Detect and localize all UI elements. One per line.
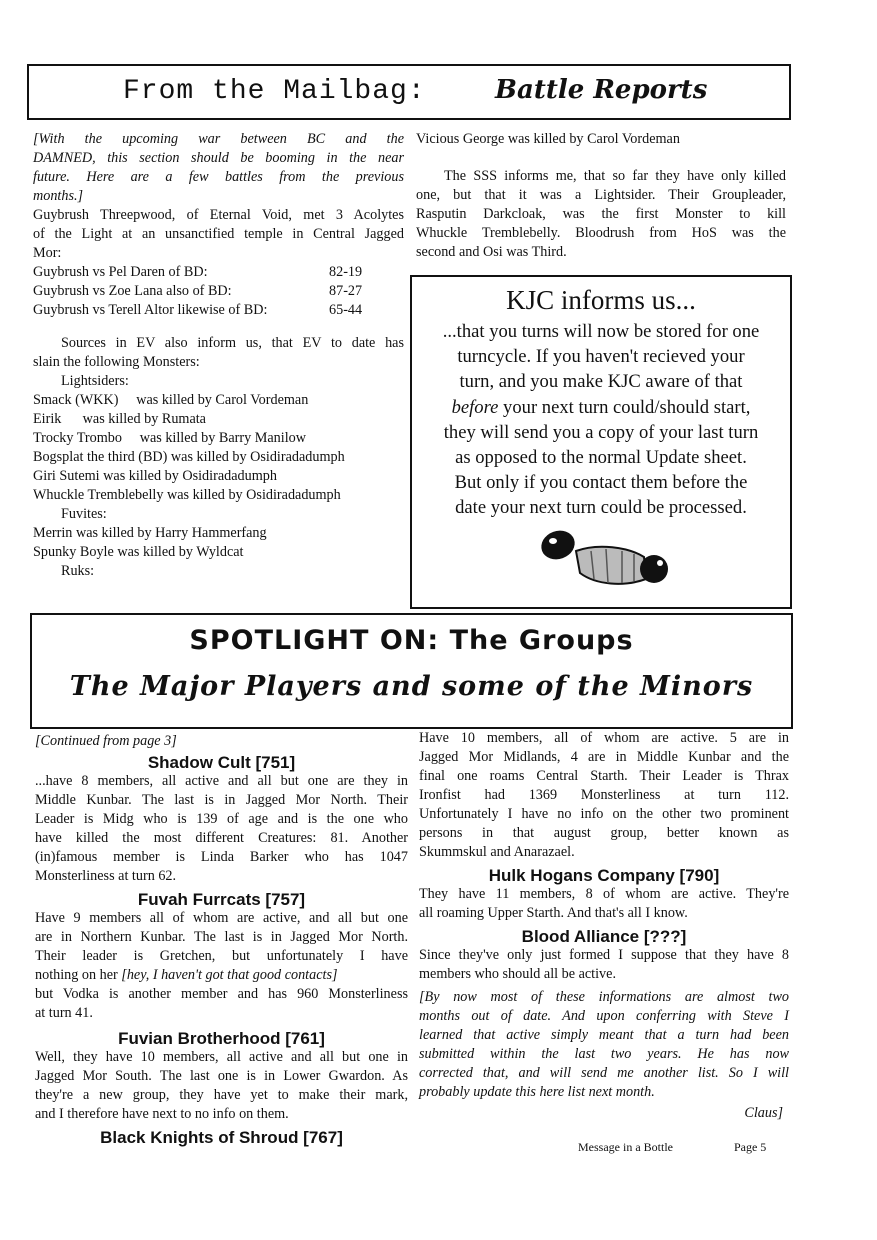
spotlight-subtitle: The Major Players and some of the Minors: [69, 671, 754, 702]
kill-entry: Eirik was killed by Rumata: [33, 411, 206, 427]
hulk-hogans-heading: Hulk Hogans Company [790]: [488, 866, 720, 885]
kjc-title: KJC informs us...: [506, 285, 696, 315]
kjc-emphasis: before: [451, 396, 499, 418]
paragraph-line: they're a new group, they have yet to make their mark,: [35, 1087, 408, 1103]
page-footer: [578, 1140, 766, 1155]
fuvian-brotherhood-heading: Fuvian Brotherhood [761]: [118, 1029, 325, 1048]
black-knights-heading: Black Knights of Shroud [767]: [100, 1128, 343, 1147]
kjc-line: [418, 395, 784, 420]
intro-line: DAMNED, this section should be booming in the near: [33, 150, 404, 166]
sources-paragraph: [33, 334, 404, 372]
intro-line: [With the upcoming war between BC and the: [33, 131, 404, 147]
kill-entry: Bogsplat the third (BD) was killed by Osidiradadumph: [33, 449, 345, 465]
note-line: corrected that, and will send me another list. So I will: [419, 1065, 789, 1081]
paragraph-line: Have 9 members all of whom are active, and all but one: [35, 910, 408, 926]
publication-name: Message in a Bottle: [578, 1140, 673, 1154]
groups-right-column: [419, 729, 789, 1123]
kjc-line: they will send you a copy of your last turn: [443, 421, 759, 443]
paragraph-line: Have 10 members, all of whom are active. 5 are in: [419, 730, 789, 746]
battle-label: Guybrush vs Zoe Lana also of BD:: [33, 283, 232, 299]
kill-entry: Merrin was killed by Harry Hammerfang: [33, 525, 267, 541]
note-line: months out of date. And upon conferring with Steve I: [419, 1008, 789, 1024]
page-number: Page 5: [733, 1140, 767, 1154]
battle-row: [33, 282, 404, 301]
header-subtitle: Battle Reports: [495, 75, 708, 105]
paragraph-line: all roaming Upper Starth. And that's all I know.: [419, 905, 688, 921]
note-line: learned that active simply meant that a turn had been: [419, 1027, 789, 1043]
sss-line: Rasputin Darkcloak, was the first Monster to kill: [416, 206, 786, 222]
meet-line: of the Light at an unsanctified temple in Central Jagged: [33, 226, 404, 242]
paragraph-line: Ironfist had 1369 Monsterliness at turn 112.: [419, 787, 789, 803]
kill-category: Lightsiders:: [61, 373, 129, 389]
kill-category: Fuvites:: [61, 506, 107, 522]
battle-label: Guybrush vs Pel Daren of BD:: [33, 264, 208, 280]
fuvian-brotherhood-paragraph: [35, 1048, 408, 1124]
kjc-body: [418, 319, 784, 521]
kjc-line: turn, and you make KJC aware of that: [459, 371, 743, 393]
kill-category: Ruks:: [61, 563, 95, 579]
kjc-notice-box: [410, 275, 792, 609]
right-top-column: [416, 130, 786, 262]
kjc-line: ...that you turns will now be stored for one: [442, 321, 760, 342]
spotlight-header: [30, 613, 793, 729]
cartoon-illustration: [536, 521, 676, 597]
meet-line: Mor:: [33, 245, 62, 261]
paragraph-line: Monsterliness at turn 62.: [35, 868, 177, 884]
intro-line: future. Here are a few battles from the previous: [33, 169, 404, 185]
paragraph-line: Jagged Mor Midlands, 4 are in Middle Kunbar and the: [419, 749, 789, 765]
sss-line: one, but that it was a Lightsider. Their Groupleader,: [416, 187, 786, 203]
paragraph-line: Their leader is Gretchen, but unfortunately I have: [35, 948, 408, 964]
kjc-line: date your next turn could be processed.: [455, 497, 747, 519]
paragraph-line: Unfortunately I have no info on the other two prominent: [419, 806, 789, 822]
battle-list: [33, 263, 404, 320]
note-line: submitted within the last two years. He has now: [419, 1046, 789, 1062]
blood-alliance-paragraph: [419, 946, 789, 984]
paragraph-line: Skummskul and Anarazael.: [419, 844, 575, 860]
shadow-cult-heading: Shadow Cult [751]: [147, 753, 296, 772]
battle-score: 87-27: [329, 283, 363, 299]
paragraph-line: Leader is Midg who is 139 of age and is the one who: [35, 811, 408, 827]
header-title: From the Mailbag:: [123, 76, 426, 107]
paragraph-line: Since they've only just formed I suppose that they have 8: [419, 947, 789, 963]
sources-line: Sources in EV also inform us, that EV to date has: [61, 335, 404, 351]
line-aside: [hey, I haven't got that good contacts]: [121, 967, 338, 983]
paragraph-line: Middle Kunbar. The last is in Jagged Mor North. Their: [35, 792, 408, 808]
paragraph-line: final one roams Central Starth. Their Leader is Thrax: [419, 768, 789, 784]
editor-note: [419, 988, 789, 1123]
battle-label: Guybrush vs Terell Altor likewise of BD:: [33, 302, 268, 318]
kill-entry: Whuckle Tremblebelly was killed by Osidiradadumph: [33, 487, 341, 503]
meet-paragraph: [33, 206, 404, 263]
line-text: nothing on her: [35, 967, 122, 983]
paragraph-line: but Vodka is another member and has 960 Monsterliness: [35, 986, 408, 1002]
fuvah-furrcats-heading: Fuvah Furrcats [757]: [137, 890, 306, 909]
sss-line: second and Osi was Third.: [416, 244, 567, 260]
kill-entry: Smack (WKK) was killed by Carol Vordeman: [33, 392, 309, 408]
paragraph-line: ...have 8 members, all active and all but one are they in: [35, 773, 408, 789]
paragraph-line: (in)famous member is Linda Barker who has 1047: [35, 849, 408, 865]
vicious-line: Vicious George was killed by Carol Vordeman: [416, 131, 680, 147]
battle-row: [33, 301, 404, 320]
sources-line: slain the following Monsters:: [33, 354, 200, 370]
mailbag-header: [27, 64, 791, 120]
sss-line: The SSS informs me, that so far they have only killed: [444, 168, 786, 184]
spotlight-title: SPOTLIGHT ON: The Groups: [189, 625, 634, 656]
continued-note: [Continued from page 3]: [35, 733, 177, 749]
kjc-line: But only if you contact them before the: [454, 472, 748, 494]
left-top-column: [33, 130, 404, 581]
kill-entry: Trocky Trombo was killed by Barry Manilow: [33, 430, 306, 446]
paragraph-line: Jagged Mor South. The last one is in Lower Gwardon. As: [35, 1068, 408, 1084]
note-line: probably update this here list next month.: [419, 1084, 655, 1100]
kill-entry: Giri Sutemi was killed by Osidiradadumph: [33, 468, 277, 484]
paragraph-line: members who should all be active.: [419, 966, 616, 982]
paragraph-line: have killed the most different Creatures: 81. Another: [35, 830, 408, 846]
hulk-hogans-paragraph: [419, 885, 789, 923]
kill-entry: Spunky Boyle was killed by Wyldcat: [33, 544, 244, 560]
shadow-cult-paragraph: [35, 772, 408, 886]
black-knights-paragraph: [419, 729, 789, 862]
sss-paragraph: [416, 167, 786, 262]
battle-row: [33, 263, 404, 282]
kjc-line: turncycle. If you haven't recieved your: [457, 346, 745, 368]
blood-alliance-heading: Blood Alliance [???]: [521, 927, 687, 946]
battle-score: 82-19: [329, 264, 363, 280]
paragraph-line: and I therefore have next to no info on them.: [35, 1106, 289, 1122]
meet-line: Guybrush Threepwood, of Eternal Void, met 3 Acolytes: [33, 207, 404, 223]
kjc-line-text: your next turn could/should start,: [503, 396, 751, 418]
paragraph-line: are in Northern Kunbar. The last is in Jagged Mor North.: [35, 929, 408, 945]
intro-paragraph: [33, 130, 404, 206]
battle-score: 65-44: [329, 302, 363, 318]
kill-list: [33, 372, 404, 581]
groups-left-column: [35, 732, 408, 1147]
sss-line: Whuckle Tremblebelly. Bloodrush from HoS was the: [416, 225, 786, 241]
intro-line: months.]: [33, 188, 84, 204]
paragraph-line: at turn 41.: [35, 1005, 93, 1021]
paragraph-line: Well, they have 10 members, all active and all but one in: [35, 1049, 408, 1065]
paragraph-line: persons in that august group, better known as: [419, 825, 789, 841]
paragraph-line: They have 11 members, 8 of whom are active. They're: [419, 886, 789, 902]
paragraph-line: [35, 966, 408, 985]
fuvah-furrcats-paragraph: [35, 909, 408, 1023]
note-signature: Claus]: [744, 1105, 783, 1121]
note-line: [By now most of these informations are almost two: [419, 989, 789, 1005]
kjc-line: as opposed to the normal Update sheet.: [455, 447, 747, 469]
